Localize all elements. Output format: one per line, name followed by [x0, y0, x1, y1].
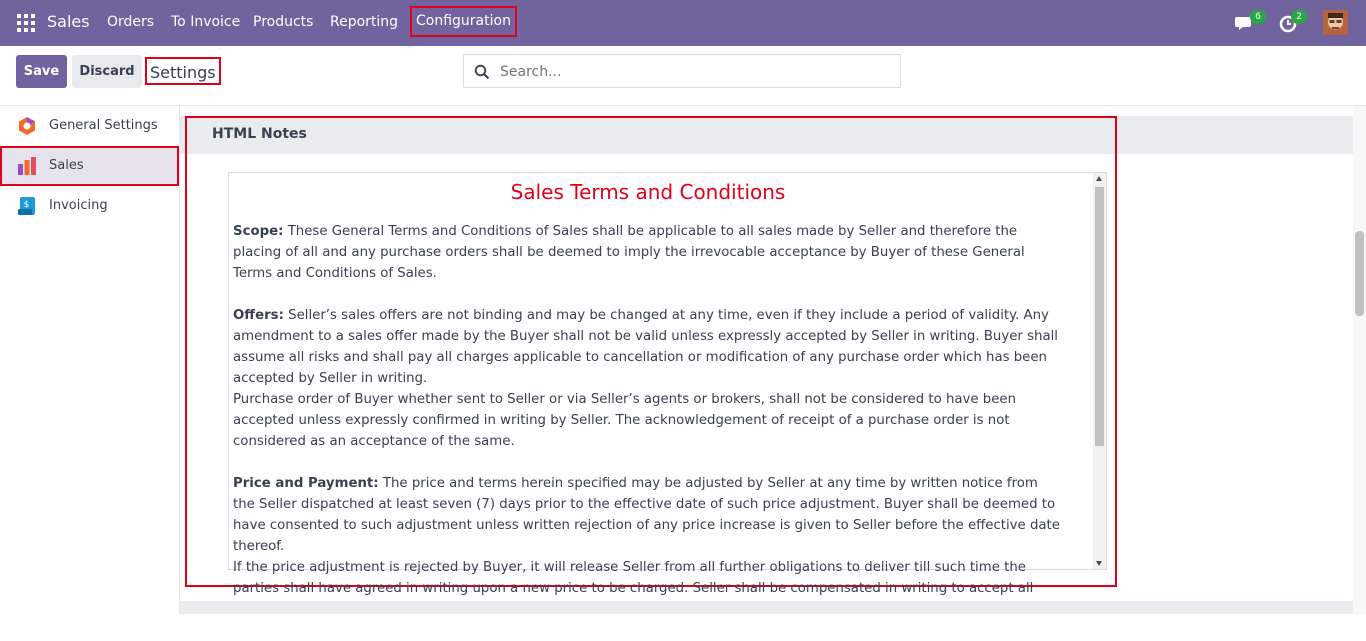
avatar[interactable]: [1323, 10, 1348, 35]
offers-paragraph-2: Purchase order of Buyer whether sent to Seller or via Seller’s agents or brokers, shall not be considered to have been accepted unless expressly confirmed in writing by Seller. The acknowledgement of receipt of a purchase order is not considered as an acceptance of the same.: [233, 392, 1017, 449]
sidebar-item-general-settings[interactable]: [0, 106, 179, 146]
editor-scroll-thumb[interactable]: [1095, 187, 1104, 446]
editor-scrollbar[interactable]: [1093, 173, 1106, 569]
sales-chart-icon: [17, 156, 37, 176]
offers-text: Seller’s sales offers are not binding and may be changed at any time, even if they include a period of validity. Any amendment to a sales offer made by the Buyer shall not be valid unless expressly accepted by Seller in writing. Buyer shall assume all risks and shall pay all charges applicable to cancellation or modification of any purchase order which has been accepted by Seller in writing.: [233, 308, 1058, 386]
search-box[interactable]: [463, 54, 901, 88]
top-navbar: [0, 0, 1366, 46]
sidebar-item-label: Invoicing: [49, 198, 108, 213]
page-title: Settings: [145, 57, 221, 85]
price-paragraph: [233, 473, 1063, 557]
next-section-header: [180, 601, 1353, 614]
sidebar-item-invoicing[interactable]: [0, 186, 179, 226]
page-scrollbar[interactable]: [1353, 106, 1366, 614]
apps-grid-icon[interactable]: [17, 14, 35, 32]
settings-hex-icon: [17, 116, 37, 136]
menu-products[interactable]: Products: [253, 14, 314, 30]
editor-content[interactable]: [233, 173, 1063, 641]
sidebar-item-sales[interactable]: [0, 146, 179, 186]
menu-reporting[interactable]: Reporting: [330, 14, 399, 30]
menu-to-invoice[interactable]: To Invoice: [171, 14, 241, 30]
search-icon: [474, 64, 490, 80]
doc-title: Sales Terms and Conditions: [510, 180, 786, 204]
offers-paragraph: [233, 305, 1063, 389]
scope-heading: Scope:: [233, 224, 284, 239]
offers-heading: Offers:: [233, 308, 284, 323]
invoice-icon: [17, 196, 37, 216]
sidebar-item-label: General Settings: [49, 118, 158, 133]
menu-orders[interactable]: Orders: [107, 14, 155, 30]
scroll-up-icon[interactable]: [1096, 176, 1102, 181]
html-notes-editor[interactable]: [228, 172, 1107, 596]
menu-configuration[interactable]: Configuration: [410, 6, 517, 37]
scope-text: These General Terms and Conditions of Sales shall be applicable to all sales made by Seller and therefore the placing of all and any purchase orders shall be deemed to imply the irrevocable acceptance by Buyer of these General Terms and Conditions of Sales.: [233, 224, 1025, 281]
page-scroll-thumb[interactable]: [1355, 231, 1364, 316]
messages-badge: 6: [1250, 10, 1266, 24]
scroll-down-icon[interactable]: [1096, 561, 1102, 566]
app-brand[interactable]: Sales: [47, 12, 90, 31]
save-button[interactable]: Save: [16, 55, 67, 88]
activities-badge: 2: [1291, 10, 1307, 24]
svg-text:$: $: [23, 200, 30, 210]
price-paragraph-2: If the price adjustment is rejected by Buyer, it will release Seller from all further obligations to deliver till such time the parties shall have agreed in writing upon a new price to be charged. Seller shall be compensated in writing to accept all: [233, 560, 1034, 596]
price-heading: Price and Payment:: [233, 476, 379, 491]
settings-sidebar: [0, 106, 180, 614]
search-input[interactable]: [498, 61, 892, 83]
sidebar-item-label: Sales: [49, 158, 84, 173]
control-panel: [0, 46, 1366, 106]
price-text: The price and terms herein specified may be adjusted by Seller at any time by written notice from the Seller dispatched at least seven (7) days prior to the effective date of such price adjustment. Buyer shall be deemed to have consented to such adjustment unless written rejection of any price increase is given to Seller before the effective date thereof.: [233, 476, 1060, 554]
section-title: HTML Notes: [212, 126, 307, 142]
settings-content: [180, 106, 1353, 614]
scope-paragraph: [233, 221, 1063, 284]
discard-button[interactable]: Discard: [72, 55, 142, 88]
